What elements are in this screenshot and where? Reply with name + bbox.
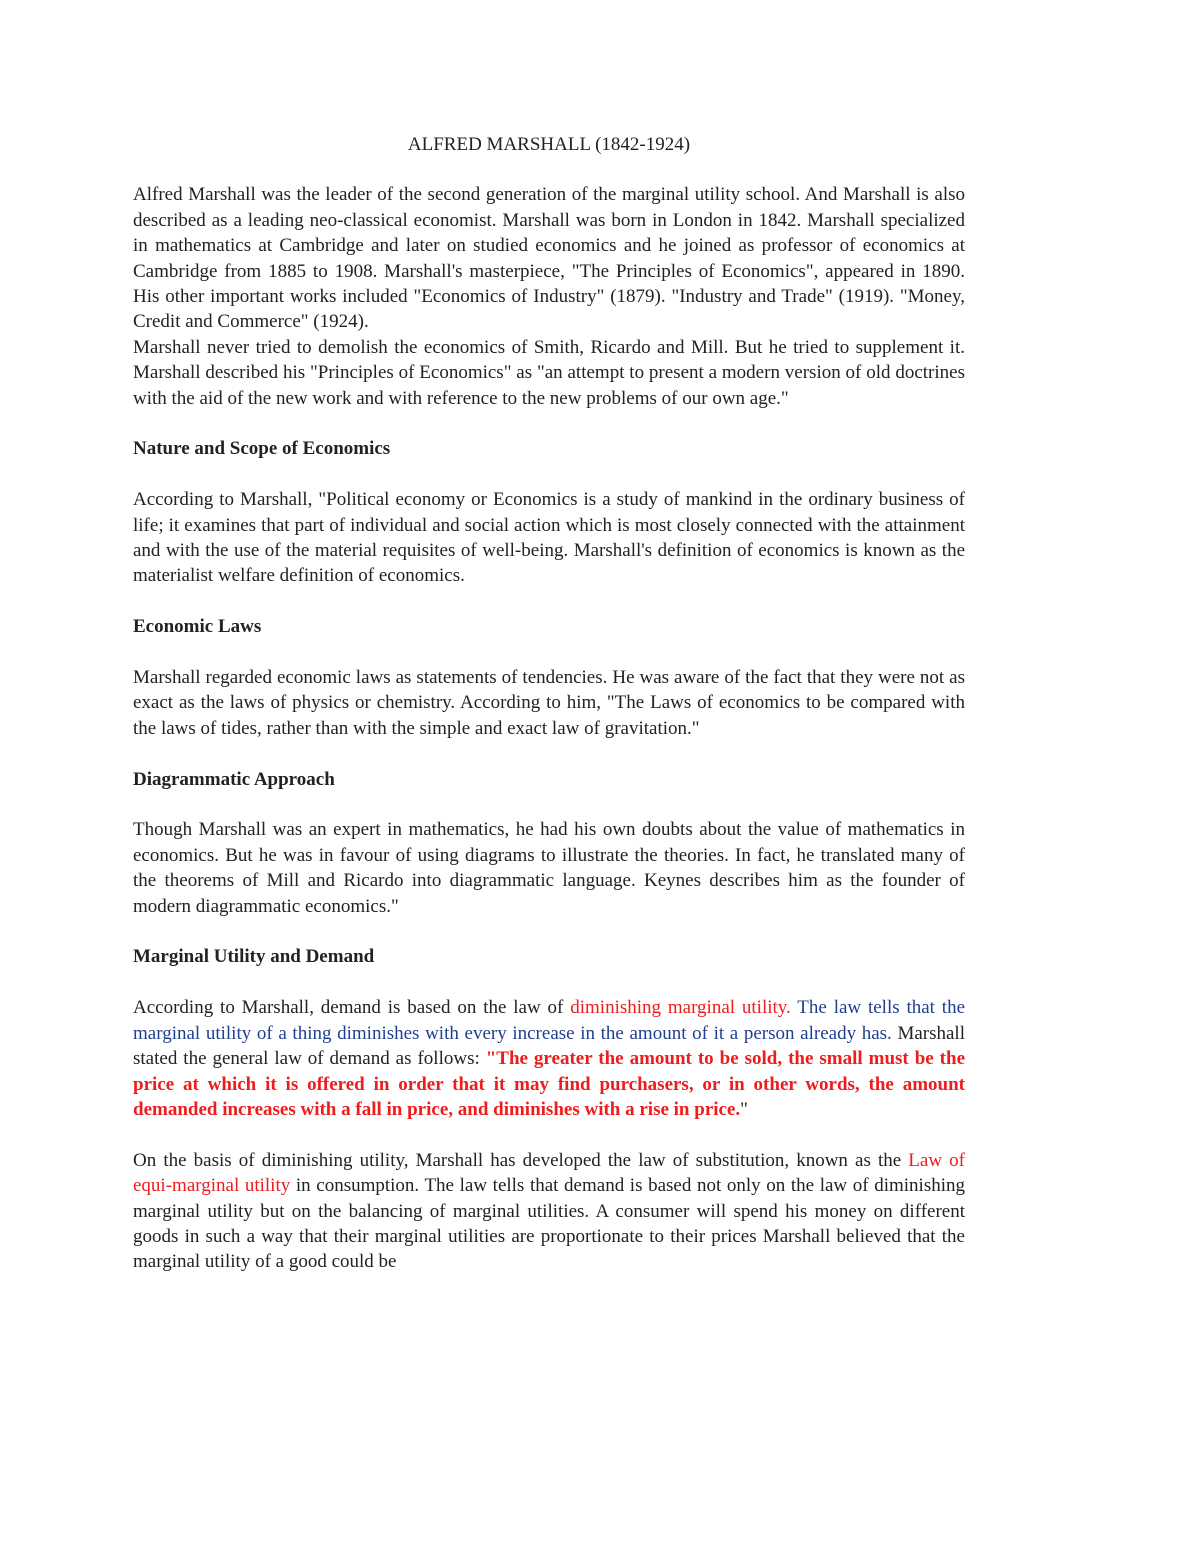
- heading-diagrammatic-approach: Diagrammatic Approach: [133, 768, 335, 790]
- heading-economic-laws: Economic Laws: [133, 616, 262, 638]
- spacer: [133, 1122, 965, 1147]
- marginal-utility-paragraph-2: [133, 1148, 965, 1275]
- spacer: [133, 411, 965, 436]
- spacer: [133, 919, 965, 944]
- text-run: According to Marshall, demand is based on the law of: [133, 997, 571, 1019]
- spacer: [133, 792, 965, 817]
- highlight-law-equi-marginal-utility: Law of equi-marginal utility: [133, 1149, 965, 1197]
- text-run: in consumption. The law tells that demand is based not only on the law of diminishing marginal utility but on the balancing of marginal utilities. A consumer will spend his money on different goods in such a way that their marginal utilities are proportionate to their prices Marshall believed that the marginal utility of a good could be: [133, 1175, 966, 1273]
- intro-paragraph-1: Alfred Marshall was the leader of the second generation of the marginal utility school. And Marshall is also described as a leading neo-classical economist. Marshall was born in London in 1842. Marshall specialized in mathematics at Cambridge and later on studied economics and he joined as professor of economics at Cambridge from 1885 to 1908. Marshall's masterpiece, "The Principles of Economics", appeared in 1890. His other important works included "Economics of Industry" (1879). "Industry and Trade" (1919). "Money, Credit and Commerce" (1924).: [133, 184, 965, 333]
- nature-scope-paragraph: According to Marshall, "Political economy or Economics is a study of mankind in the ordinary business of life; it examines that part of individual and social action which is most closely connected with the attainment and with the use of the material requisites of well-being. Marshall's definition of economics is known as the materialist welfare definition of economics.: [133, 489, 965, 587]
- page-title: ALFRED MARSHALL (1842-1924): [407, 134, 691, 155]
- document-page: [133, 132, 965, 1275]
- spacer: [133, 640, 965, 665]
- text-run: On the basis of diminishing utility, Marshall has developed the law of substitution, known as the: [133, 1149, 909, 1171]
- heading-marginal-utility-demand: Marginal Utility and Demand: [133, 946, 375, 968]
- heading-nature-scope: Nature and Scope of Economics: [133, 438, 391, 460]
- text-run: Marshall stated the general law of demand as follows:: [133, 1022, 965, 1070]
- text-run: ": [740, 1098, 748, 1120]
- spacer: [133, 741, 965, 766]
- highlight-law-of-demand-quote: "The greater the amount to be sold, the small must be the price at which it is offered in order that it may find purchasers, or in other words, the amount demanded increases with a fall in price, and diminishes with a rise in price.: [133, 1048, 966, 1120]
- economic-laws-paragraph: Marshall regarded economic laws as statements of tendencies. He was aware of the fact that they were not as exact as the laws of physics or chemistry. According to him, "The Laws of economics to be compared with the laws of tides, rather than with the simple and exact law of gravitation.": [133, 667, 965, 739]
- spacer: [133, 970, 965, 995]
- spacer: [133, 462, 965, 487]
- diagrammatic-approach-paragraph: Though Marshall was an expert in mathematics, he had his own doubts about the value of mathematics in economics. But he was in favour of using diagrams to illustrate the theories. In fact, he translated many of the theorems of Mill and Ricardo into diagrammatic language. Keynes describes him as the founder of modern diagrammatic economics.": [133, 819, 965, 917]
- highlight-diminishing-marginal-utility: diminishing marginal utility.: [570, 997, 791, 1019]
- spacer: [133, 589, 965, 614]
- highlight-law-definition: The law tells that the marginal utility of a thing diminishes with every increase in the amount of it a person already has.: [133, 997, 966, 1044]
- marginal-utility-paragraph-1: [133, 995, 965, 1122]
- intro-paragraph-2: Marshall never tried to demolish the economics of Smith, Ricardo and Mill. But he tried to supplement it. Marshall described his "Principles of Economics" as "an attempt to present a modern version of old doctrines with the aid of the new work and with reference to the new problems of our own age.": [133, 336, 965, 409]
